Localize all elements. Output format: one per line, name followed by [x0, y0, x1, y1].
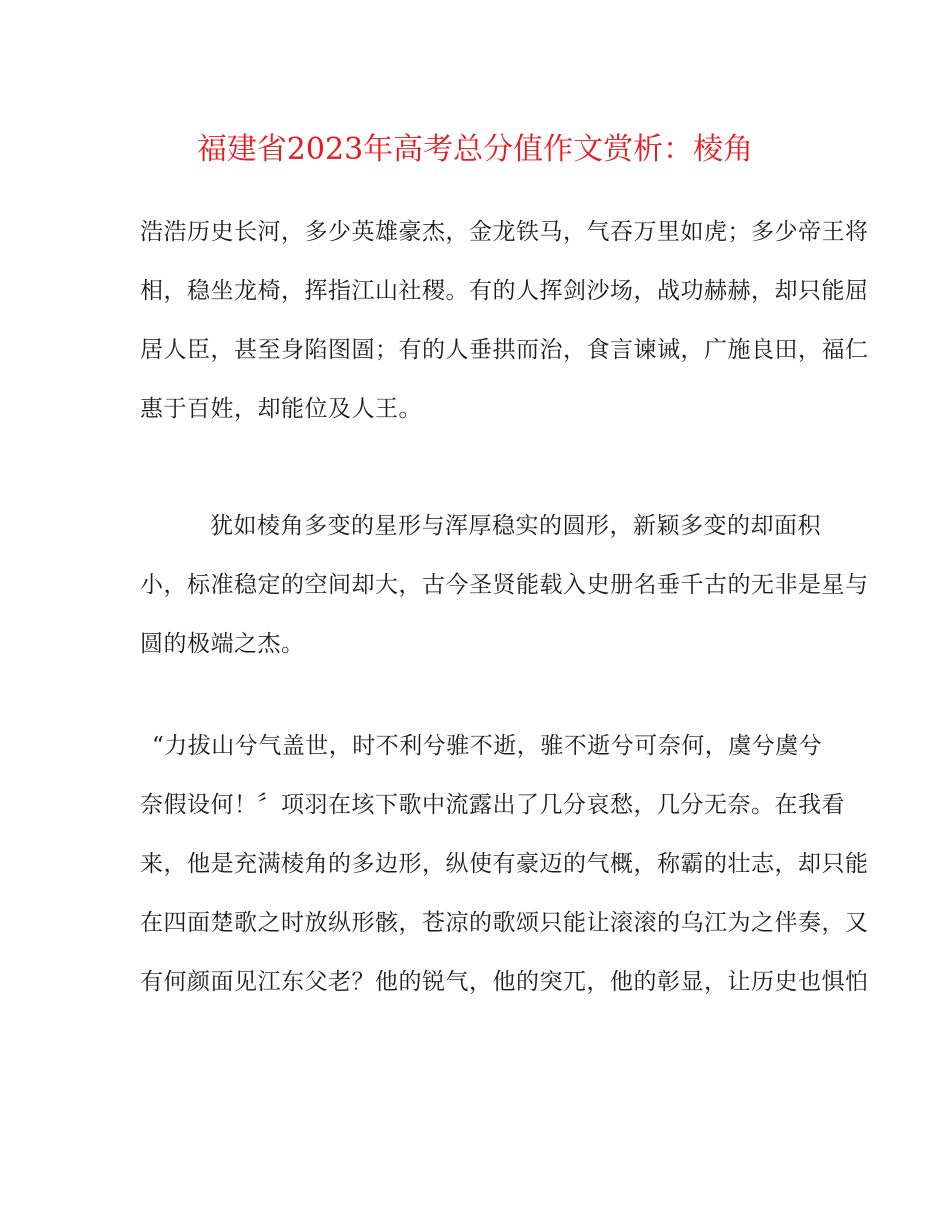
paragraph-line: 来，他是充满棱角的多边形，纵使有豪迈的气概，称霸的壮志，却只能: [140, 851, 869, 877]
paragraph-line: 居人臣，甚至身陷图圄；有的人垂拱而治，食言谏诫，广施良田，福仁: [140, 337, 869, 363]
paragraph-line: 奈假设何！〞项羽在垓下歌中流露出了几分哀愁，几分无奈。在我看: [140, 792, 845, 818]
paragraph-line: 有何颜面见江东父老？他的锐气，他的突兀，他的彰显，让历史也惧怕: [140, 969, 869, 995]
paragraph-3: [140, 717, 869, 1012]
document-title: 福建省2023年高考总分值作文赏析：棱角: [196, 132, 754, 167]
paragraph-line: 犹如棱角多变的星形与浑厚稳实的圆形，新颖多变的却面积: [210, 513, 821, 539]
paragraph-line: 浩浩历史长河，多少英雄豪杰，金龙铁马，气吞万里如虎；多少帝王将: [140, 219, 869, 245]
paragraph-line: 圆的极端之杰。: [140, 631, 305, 657]
paragraph-2: [140, 497, 869, 674]
paragraph-line: 小，标准稳定的空间却大，古今圣贤能载入史册名垂千古的无非是星与: [140, 572, 869, 598]
paragraph-line: 惠于百姓，却能位及人王。: [140, 396, 422, 422]
paragraph-line: 在四面楚歌之时放纵形骸，苍凉的歌颂只能让滚滚的乌江为之伴奏，又: [140, 910, 869, 936]
paragraph-line: “力拔山兮气盖世，时不利兮骓不逝，骓不逝兮可奈何，虞兮虞兮: [152, 733, 823, 759]
paragraph-1: [140, 203, 869, 439]
paragraph-line: 相，稳坐龙椅，挥指江山社稷。有的人挥剑沙场，战功赫赫，却只能屈: [140, 278, 869, 304]
